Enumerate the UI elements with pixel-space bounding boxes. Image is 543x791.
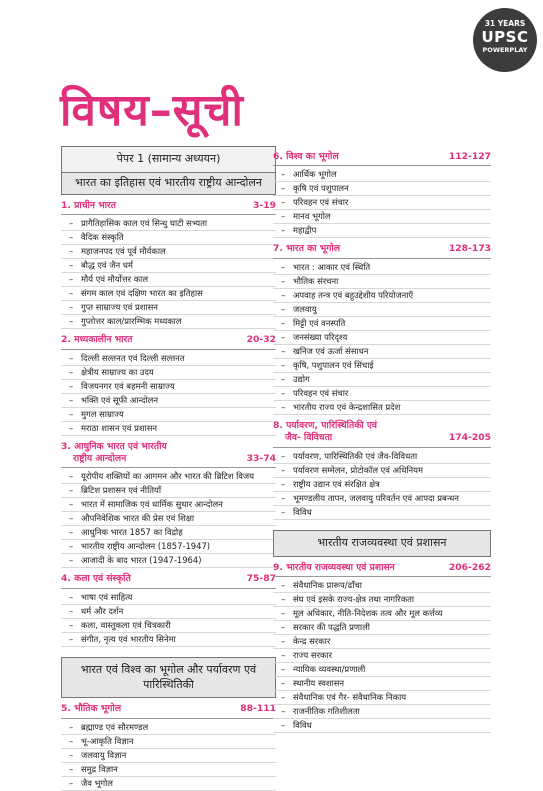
section-title-block [61, 703, 121, 715]
topic-item[interactable]: – महाजनपद एवं पूर्व मौर्यकाल [61, 245, 276, 259]
topic-list [273, 261, 491, 415]
section-heading[interactable] [273, 151, 491, 166]
section-page-range: 206-262 [448, 561, 491, 573]
topic-item[interactable]: – आधुनिक भारत 1857 का विद्रोह [61, 526, 276, 540]
section-page-range: 112-127 [448, 151, 491, 162]
section-number: 9. [273, 561, 283, 573]
topic-item[interactable]: – खनिज एवं ऊर्जा संसाधन [273, 345, 491, 359]
powerplay-badge [473, 8, 537, 72]
topic-item[interactable]: – विजयनगर एवं बहमनी साम्राज्य [61, 380, 276, 394]
topic-item[interactable]: – कृषि एवं पशुपालन [273, 182, 491, 196]
section-heading[interactable] [61, 703, 276, 718]
topic-item[interactable]: – मुगल साम्राज्य [61, 408, 276, 422]
topic-item[interactable]: – राष्ट्रीय उद्यान एवं संरक्षित क्षेत्र [273, 478, 491, 492]
topic-item[interactable]: – केन्द्र सरकार [273, 635, 491, 649]
topic-item[interactable]: – न्यायिक व्यवस्था/प्रणाली [273, 663, 491, 677]
section-title-block [61, 200, 116, 212]
topic-item[interactable]: – वैदिक संस्कृति [61, 231, 276, 245]
topic-item[interactable]: – जैव भूगोल [61, 777, 276, 791]
topic-list [273, 450, 491, 520]
section-number: 1. [61, 199, 71, 211]
topic-item[interactable]: – मौर्य एवं मौर्योत्तर काल [61, 273, 276, 287]
topic-item[interactable]: – भारतीय राज्य एवं केन्द्रशासित प्रदेश [273, 401, 491, 415]
section-number: 4. [61, 573, 71, 585]
topic-item[interactable]: – आर्थिक भूगोल [273, 168, 491, 182]
topic-item[interactable]: – सरकार की पद्धति प्रणाली [273, 621, 491, 635]
left-column [61, 146, 276, 791]
topic-item[interactable]: – मूल अधिकार, नीति-निदेशक तत्व और मूल कर्त्तव्य [273, 607, 491, 621]
topic-item[interactable]: – गुप्तोत्तर काल/प्रारम्भिक मध्यकाल [61, 315, 276, 329]
topic-item[interactable]: – संगम काल एवं दक्षिण भारत का इतिहास [61, 287, 276, 301]
geo-world-sections [273, 151, 491, 520]
polity-box: भारतीय राजव्यवस्था एवं प्रशासन [273, 530, 491, 557]
topic-item[interactable]: – संघ एवं इसके राज्य-क्षेत्र तथा नागरिकता [273, 593, 491, 607]
topic-item[interactable]: – भाषा एवं साहित्य [61, 591, 276, 605]
section-heading[interactable] [61, 441, 276, 469]
section-title: कला एवं संस्कृति [74, 573, 131, 585]
topic-item[interactable]: – राज्य सरकार [273, 649, 491, 663]
toc-section [61, 334, 276, 435]
topic-item[interactable]: – स्थानीय स्वशासन [273, 677, 491, 691]
section-title-block [61, 334, 133, 346]
topic-item[interactable]: – भक्ति एवं सूफी आन्दोलन [61, 394, 276, 408]
history-box: भारत का इतिहास एवं भारतीय राष्ट्रीय आन्दोलन [61, 173, 276, 195]
topic-item[interactable]: – मराठा शासन एवं प्रशासन [61, 422, 276, 436]
topic-item[interactable]: – धर्म और दर्शन [61, 605, 276, 619]
section-number: 7. [273, 243, 283, 255]
badge-years: 31 YEARS [484, 19, 526, 28]
paper-box: पेपर 1 (सामान्य अध्ययन) [61, 146, 276, 173]
section-page-range: 88-111 [240, 703, 276, 715]
topic-item[interactable]: – राजनीतिक गतिशीलता [273, 705, 491, 719]
topic-item[interactable]: – क्षेत्रीय साम्राज्य का उदय [61, 366, 276, 380]
topic-item[interactable]: – भारत में सामाजिक एवं धार्मिक सुधार आन्दोलन [61, 498, 276, 512]
section-number: 8. [273, 419, 283, 431]
topic-item[interactable]: – बौद्ध एवं जैन धर्म [61, 259, 276, 273]
section-title: आधुनिक भारत एवं भारतीय [74, 440, 167, 452]
section-heading[interactable] [273, 420, 491, 448]
topic-item[interactable]: – मिट्टी एवं वनस्पति [273, 317, 491, 331]
toc-section [61, 200, 276, 329]
section-page-range: 3-19 [253, 199, 276, 211]
section-number: 6. [273, 151, 283, 162]
topic-item[interactable]: – विविध [273, 719, 491, 733]
section-title-line2: जैव- विविधता [285, 432, 333, 444]
topic-item[interactable]: – आजादी के बाद भारत (1947-1964) [61, 554, 276, 568]
toc-section [273, 151, 491, 238]
geo-box: भारत एवं विश्व का भूगोल और पर्यावरण एवं पारिस्थितिकी [61, 657, 276, 699]
topic-list [273, 579, 491, 733]
history-sections [61, 200, 276, 647]
topic-item[interactable]: – यूरोपीय शक्तियों का आगमन और भारत की ब्रिटिश विजय [61, 470, 276, 484]
topic-item[interactable]: – विविध [273, 506, 491, 520]
topic-item[interactable]: – संवैधानिक प्रारूप/ढाँचा [273, 579, 491, 593]
topic-item[interactable]: – प्रागैतिहासिक काल एवं सिन्धु घाटी सभ्यता [61, 217, 276, 231]
topic-item[interactable]: – परिवहन एवं संचार [273, 196, 491, 210]
topic-item[interactable]: – महाद्वीप [273, 224, 491, 238]
toc-section [273, 243, 491, 414]
section-title: भारतीय राजव्यवस्था एवं प्रशासन [286, 561, 395, 573]
topic-list [61, 217, 276, 329]
section-heading[interactable] [273, 562, 491, 577]
topic-item[interactable]: – जनसंख्या परिदृश्य [273, 331, 491, 345]
topic-list [61, 591, 276, 647]
topic-item[interactable]: – पर्यावरण सम्मेलन, प्रोटोकॉल एवं अधिनियम [273, 464, 491, 478]
section-title-block [61, 573, 131, 585]
topic-item[interactable]: – भारतीय राष्ट्रीय आन्दोलन (1857-1947) [61, 540, 276, 554]
section-title: विश्व का भूगोल [286, 151, 339, 162]
toc-section [61, 573, 276, 646]
section-heading[interactable] [61, 334, 276, 349]
page-title: विषय–सूची [60, 85, 244, 136]
topic-item[interactable]: – अपवाह तन्त्र एवं बहुउद्देशीय परियोजनाएँ [273, 289, 491, 303]
section-title-line2: राष्ट्रीय आन्दोलन [73, 452, 127, 464]
polity-sections [273, 562, 491, 733]
section-number: 3. [61, 440, 71, 452]
badge-powerplay: POWERPLAY [482, 45, 528, 54]
section-title: भौतिक भूगोल [74, 703, 122, 715]
section-page-range: 75-87 [246, 573, 276, 585]
topic-list [61, 352, 276, 436]
section-page-range: 20-32 [246, 334, 276, 346]
toc-section [61, 703, 276, 790]
topic-item[interactable]: – जलवायु [273, 303, 491, 317]
topic-item[interactable]: – समुद्र विज्ञान [61, 763, 276, 777]
section-title-block [61, 441, 167, 466]
badge-upsc: UPSC [481, 27, 529, 46]
section-title: मध्यकालीन भारत [74, 334, 133, 346]
section-heading[interactable] [61, 573, 276, 588]
section-number: 2. [61, 334, 71, 346]
section-title: पर्यावरण, पारिस्थितिकी एवं [286, 419, 378, 431]
section-heading[interactable] [61, 200, 276, 215]
topic-item[interactable]: – कला, वास्तुकला एवं चित्रकारी [61, 619, 276, 633]
topic-item[interactable]: – भारत : आकार एवं स्थिति [273, 261, 491, 275]
section-title-block [273, 420, 377, 445]
topic-item[interactable]: – भूमण्डलीय तापन, जलवायु परिवर्तन एवं आपदा प्रबन्धन [273, 492, 491, 506]
topic-item[interactable]: – भू-आकृति विज्ञान [61, 735, 276, 749]
toc-section [273, 562, 491, 733]
section-title-block [273, 243, 340, 255]
section-title: भारत का भूगोल [286, 243, 340, 255]
topic-item[interactable]: – ब्रिटिश प्रशासन एवं नीतियाँ [61, 484, 276, 498]
topic-item[interactable]: – संगीत, नृत्य एवं भारतीय सिनेमा [61, 633, 276, 647]
topic-item[interactable]: – कृषि, पशुपालन एवं सिंचाई [273, 359, 491, 373]
topic-item[interactable]: – जलवायु विज्ञान [61, 749, 276, 763]
section-page-range: 33-74 [246, 452, 276, 464]
section-title-block [273, 151, 339, 163]
topic-item[interactable]: – दिल्ली सल्तनत एवं दिल्ली सल्तनत [61, 352, 276, 366]
topic-list [273, 168, 491, 238]
toc-section [61, 441, 276, 569]
topic-item[interactable]: – परिवहन एवं संचार [273, 387, 491, 401]
topic-item[interactable]: – पर्यावरण, पारिस्थितिकी एवं जैव-विविधता [273, 450, 491, 464]
topic-item[interactable]: – ब्रह्माण्ड एवं सौरमण्डल [61, 721, 276, 735]
right-column [273, 146, 491, 733]
topic-item[interactable]: – संवैधानिक एवं गैर- संवैधानिक निकाय [273, 691, 491, 705]
section-page-range: 174-205 [448, 432, 491, 444]
topic-item[interactable]: – भौतिक संरचना [273, 275, 491, 289]
section-heading[interactable] [273, 243, 491, 258]
toc-section [273, 420, 491, 520]
section-number: 5. [61, 703, 71, 715]
topic-item[interactable]: – गुप्त साम्राज्य एवं प्रशासन [61, 301, 276, 315]
topic-item[interactable]: – उद्योग [273, 373, 491, 387]
geo-sections [61, 703, 276, 790]
section-page-range: 128-173 [448, 243, 491, 255]
topic-list [61, 470, 276, 568]
topic-item[interactable]: – मानव भूगोल [273, 210, 491, 224]
section-title-block [273, 562, 395, 574]
topic-item[interactable]: – औपनिवेशिक भारत की प्रेस एवं शिक्षा [61, 512, 276, 526]
section-title: प्राचीन भारत [74, 199, 117, 211]
topic-list [61, 721, 276, 791]
